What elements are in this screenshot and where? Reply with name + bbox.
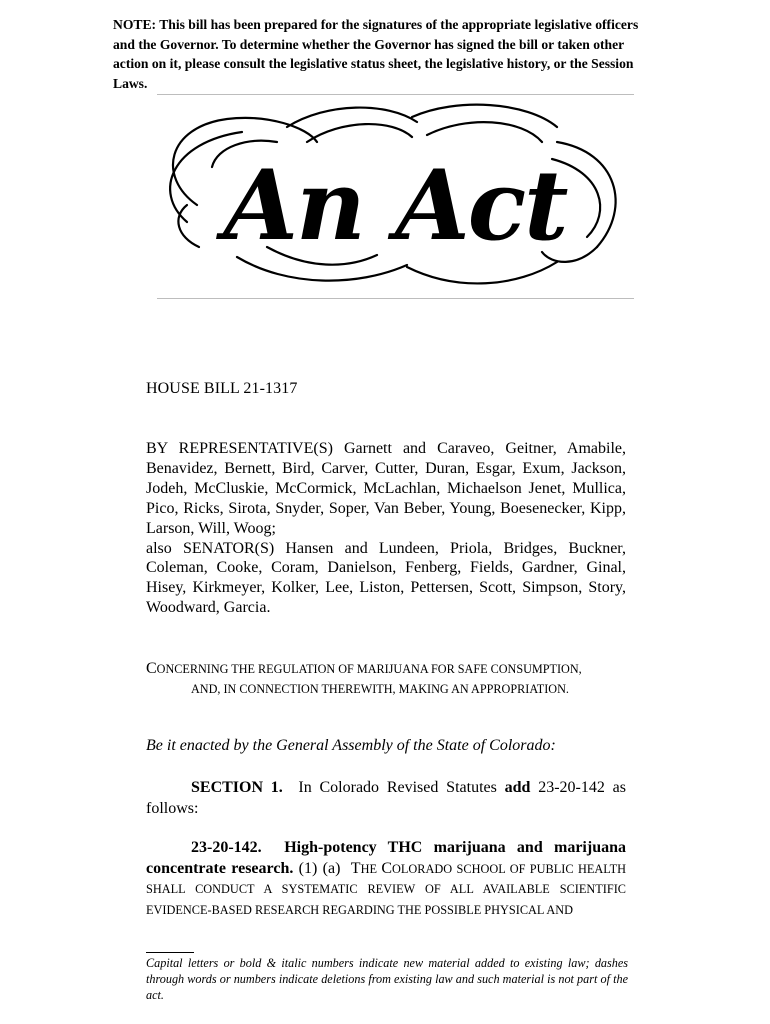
section-label: SECTION 1. — [191, 779, 283, 796]
section-1 — [146, 777, 626, 819]
statute-text-initial-t: T — [350, 859, 361, 877]
an-act-banner — [157, 97, 634, 295]
statute-heading: High-potency THC marijuana and marijuana concentrate research. — [146, 839, 630, 877]
add-keyword: add — [504, 779, 531, 796]
section-text-after: 23-20-142 as follows: — [146, 779, 626, 817]
statute-subsection: (1) (a) — [293, 859, 351, 877]
statute-text-initial-c: C — [381, 859, 393, 877]
banner-bottom-rule — [157, 298, 634, 299]
banner-top-rule — [157, 94, 634, 95]
footnote-rule — [146, 952, 194, 953]
bill-number: HOUSE BILL 21-1317 — [146, 380, 298, 397]
concerning-line-1: ONCERNING THE REGULATION OF MARIJUANA FOR SAFE CONSUMPTION, — [156, 662, 582, 676]
signature-note: NOTE: This bill has been prepared for the signatures of the appropriate legislative officers and the Governor. To determine whether the Governor has signed the bill or taken other action on it, please consult the legislative status sheet, the legislative history, or the Session Laws. — [113, 17, 639, 91]
enacting-clause: Be it enacted by the General Assembly of the State of Colorado: — [146, 737, 556, 754]
statute-text — [146, 838, 630, 920]
concerning-clause — [146, 659, 626, 699]
banner-title: An Act — [223, 149, 567, 262]
representatives-list: BY REPRESENTATIVE(S) Garnett and Caraveo, Geitner, Amabile, Benavidez, Bernett, Bird, Carver, Cutter, Duran, Esgar, Exum, Jackson, Jodeh, McCluskie, McCormick, McLachlan, Michaelson Jenet, Mullica, Pico, Ricks, Sirota, Snyder, Soper, Van Beber, Young, Boesenecker, Kipp, Larson, Will, Woog; — [146, 440, 626, 537]
concerning-line-2: AND, IN CONNECTION THEREWITH, MAKING AN APPROPRIATION. — [191, 682, 569, 696]
concerning-initial: C — [146, 660, 157, 677]
statute-number: 23-20-142. — [191, 839, 262, 856]
sponsors-block — [146, 439, 626, 618]
statute-text-he: HE — [360, 861, 382, 876]
statute-text-body: OLORADO SCHOOL OF PUBLIC HEALTH SHALL CONDUCT A SYSTEMATIC REVIEW OF ALL AVAILABLE SCIENTIFIC EVIDENCE-BASED RESEARCH REGARDING THE POSSIBLE PHYSICAL AND — [146, 861, 626, 917]
section-text-before: In Colorado Revised Statutes — [282, 779, 505, 796]
senators-list: also SENATOR(S) Hansen and Lundeen, Priola, Bridges, Buckner, Coleman, Cooke, Coram, Danielson, Fenberg, Fields, Gardner, Ginal, Hisey, Kirkmeyer, Kolker, Lee, Liston, Pettersen, Scott, Simpson, Story, Woodward, Garcia. — [146, 539, 626, 617]
footnote: Capital letters or bold & italic numbers indicate new material added to existing law; dashes through words or numbers indicate deletions from existing law and such material is not part of the act. — [146, 956, 628, 1002]
